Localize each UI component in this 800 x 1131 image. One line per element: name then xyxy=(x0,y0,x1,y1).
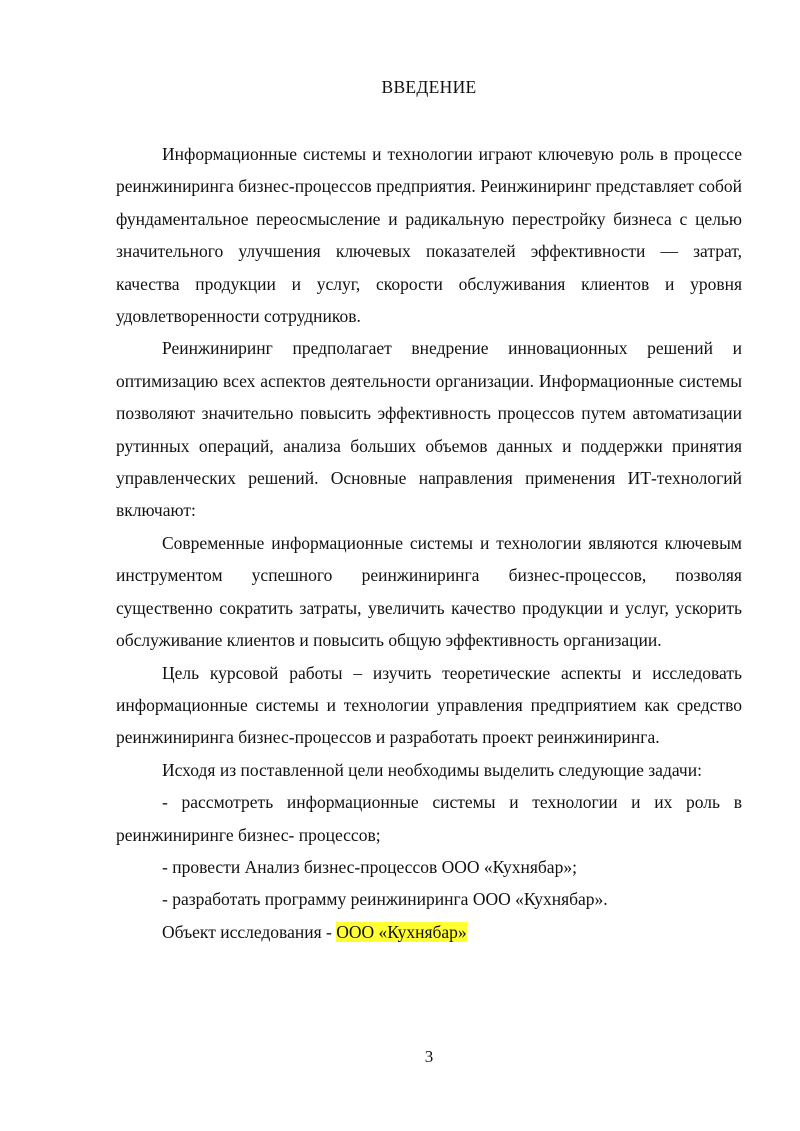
page-number: 3 xyxy=(424,1047,434,1066)
object-label: Объект исследования - xyxy=(162,921,337,942)
task-item: - рассмотреть информационные системы и технологии и их роль в реинжиниринге бизнес- процессов; xyxy=(116,792,742,845)
document-body xyxy=(116,138,742,948)
task-item: - провести Анализ бизнес-процессов ООО «Кухнябар»; xyxy=(162,856,577,877)
paragraph-intro: Информационные системы и технологии играют ключевую роль в процессе реинжиниринга бизнес-процессов предприятия. Реинжиниринг представляет собой фундаментальное переосмысление и радикальную перестройку бизнеса с целью значительного улучшения ключевых показателей эффективности — затрат, качества продукции и услуг, скорости обслуживания клиентов и уровня удовлетворенности сотрудников. xyxy=(116,144,742,327)
paragraph-goal: Цель курсовой работы – изучить теоретические аспекты и исследовать информационные системы и технологии управления предприятием как средство реинжиниринга бизнес-процессов и разработать проект реинжиниринга. xyxy=(116,662,742,748)
paragraph-object xyxy=(116,916,742,948)
page-title: ВВЕДЕНИЕ xyxy=(381,77,477,97)
paragraph-tasks-intro: Исходя из поставленной цели необходимы выделить следующие задачи: xyxy=(162,759,702,780)
paragraph-modern-systems: Современные информационные системы и технологии являются ключевым инструментом успешного реинжиниринга бизнес-процессов, позволяя существенно сократить затраты, увеличить качество продукции и услуг, ускорить обслуживание клиентов и повысить общую эффективность организации. xyxy=(116,532,742,651)
object-value-highlight: ООО «Кухнябар» xyxy=(336,921,467,942)
paragraph-reengineering: Реинжиниринг предполагает внедрение инновационных решений и оптимизацию всех аспектов деятельности организации. Информационные системы позволяют значительно повысить эффективность процессов путем автоматизации рутинных операций, анализа больших объемов данных и поддержки принятия управленческих решений. Основные направления применения ИТ-технологий включают: xyxy=(116,338,742,521)
task-item: - разработать программу реинжиниринга ООО «Кухнябар». xyxy=(162,889,608,910)
document-page xyxy=(116,0,742,1131)
